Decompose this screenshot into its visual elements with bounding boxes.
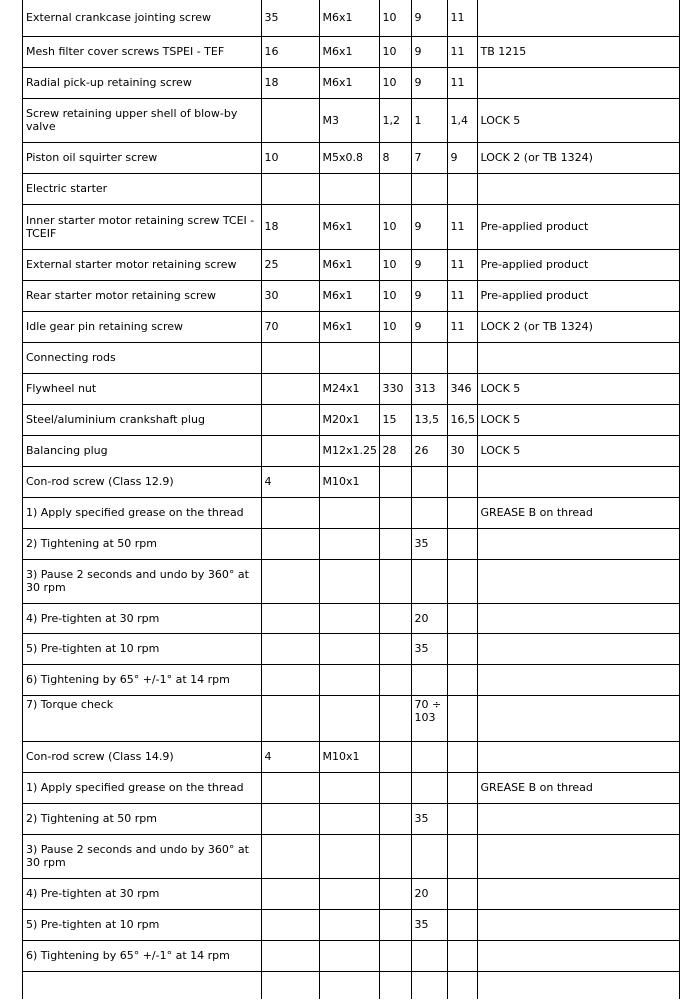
table-row: [23, 404, 679, 435]
min-cell: [411, 559, 447, 603]
min-cell: [411, 834, 447, 878]
min-cell: [411, 664, 447, 695]
thread-cell: [319, 342, 379, 373]
table-row: [23, 695, 679, 741]
thread-cell: M20x1: [319, 404, 379, 435]
max-cell: [447, 741, 477, 772]
max-cell: 11: [447, 204, 477, 249]
nominal-cell: [379, 909, 411, 940]
table-row: [23, 67, 679, 98]
nominal-cell: 10: [379, 67, 411, 98]
max-cell: [447, 695, 477, 741]
description-cell: 4) Pre-tighten at 30 rpm: [23, 878, 261, 909]
nm-cell: [261, 603, 319, 633]
thread-cell: [319, 603, 379, 633]
max-cell: [447, 834, 477, 878]
max-cell: 11: [447, 249, 477, 280]
description-cell: Con-rod screw (Class 14.9): [23, 741, 261, 772]
thread-cell: [319, 940, 379, 971]
nominal-cell: 8: [379, 142, 411, 173]
description-cell: Flywheel nut: [23, 373, 261, 404]
max-cell: [447, 603, 477, 633]
nominal-cell: [379, 695, 411, 741]
description-cell: Idle gear pin retaining screw: [23, 311, 261, 342]
nm-cell: [261, 98, 319, 142]
nm-cell: [261, 971, 319, 999]
thread-cell: M5x0.8: [319, 142, 379, 173]
max-cell: [447, 803, 477, 834]
nm-cell: 18: [261, 67, 319, 98]
max-cell: 11: [447, 0, 477, 36]
max-cell: 11: [447, 36, 477, 67]
thread-cell: [319, 772, 379, 803]
thread-cell: [319, 528, 379, 559]
nominal-cell: 10: [379, 249, 411, 280]
thread-cell: [319, 497, 379, 528]
max-cell: [447, 559, 477, 603]
nominal-cell: [379, 803, 411, 834]
nominal-cell: 28: [379, 435, 411, 466]
max-cell: 1,4: [447, 98, 477, 142]
description-cell: Piston oil squirter screw: [23, 142, 261, 173]
max-cell: 30: [447, 435, 477, 466]
nominal-cell: 15: [379, 404, 411, 435]
description-cell: Screw retaining upper shell of blow-by valve: [23, 98, 261, 142]
notes-cell: [477, 741, 679, 772]
nm-cell: [261, 909, 319, 940]
description-cell: 5) Pre-tighten at 10 rpm: [23, 633, 261, 664]
notes-cell: [477, 67, 679, 98]
description-cell: [23, 971, 261, 999]
notes-cell: TB 1215: [477, 36, 679, 67]
thread-cell: M10x1: [319, 741, 379, 772]
notes-cell: LOCK 2 (or TB 1324): [477, 142, 679, 173]
notes-cell: [477, 633, 679, 664]
min-cell: 1: [411, 98, 447, 142]
nominal-cell: [379, 772, 411, 803]
thread-cell: M24x1: [319, 373, 379, 404]
description-cell: 4) Pre-tighten at 30 rpm: [23, 603, 261, 633]
notes-cell: [477, 940, 679, 971]
table-row: [23, 36, 679, 67]
nm-cell: 4: [261, 741, 319, 772]
table-row: [23, 497, 679, 528]
thread-cell: M6x1: [319, 0, 379, 36]
nominal-cell: [379, 633, 411, 664]
max-cell: 346: [447, 373, 477, 404]
min-cell: 9: [411, 0, 447, 36]
nm-cell: 25: [261, 249, 319, 280]
thread-cell: [319, 173, 379, 204]
nm-cell: [261, 373, 319, 404]
table-row: [23, 772, 679, 803]
thread-cell: [319, 878, 379, 909]
nominal-cell: [379, 497, 411, 528]
min-cell: 9: [411, 280, 447, 311]
notes-cell: [477, 466, 679, 497]
min-cell: 9: [411, 36, 447, 67]
notes-cell: Pre-applied product: [477, 204, 679, 249]
min-cell: 35: [411, 909, 447, 940]
table-row: [23, 603, 679, 633]
torque-table: [23, 0, 679, 999]
nominal-cell: [379, 940, 411, 971]
nominal-cell: [379, 878, 411, 909]
max-cell: [447, 173, 477, 204]
thread-cell: M6x1: [319, 311, 379, 342]
notes-cell: GREASE B on thread: [477, 497, 679, 528]
nm-cell: 4: [261, 466, 319, 497]
max-cell: 9: [447, 142, 477, 173]
nominal-cell: [379, 559, 411, 603]
notes-cell: [477, 173, 679, 204]
description-cell: External starter motor retaining screw: [23, 249, 261, 280]
notes-cell: Pre-applied product: [477, 249, 679, 280]
thread-cell: M6x1: [319, 36, 379, 67]
nm-cell: 18: [261, 204, 319, 249]
thread-cell: [319, 633, 379, 664]
nm-cell: [261, 940, 319, 971]
table-row: [23, 971, 679, 999]
nominal-cell: [379, 603, 411, 633]
thread-cell: [319, 664, 379, 695]
nominal-cell: [379, 664, 411, 695]
description-cell: Radial pick-up retaining screw: [23, 67, 261, 98]
min-cell: [411, 466, 447, 497]
description-cell: 2) Tightening at 50 rpm: [23, 528, 261, 559]
nm-cell: 35: [261, 0, 319, 36]
table-row: [23, 741, 679, 772]
table-row: [23, 664, 679, 695]
min-cell: 35: [411, 528, 447, 559]
description-cell: 1) Apply specified grease on the thread: [23, 497, 261, 528]
table-row: [23, 940, 679, 971]
nominal-cell: 10: [379, 280, 411, 311]
nominal-cell: 10: [379, 36, 411, 67]
nominal-cell: [379, 466, 411, 497]
thread-cell: [319, 559, 379, 603]
description-cell: 6) Tightening by 65° +/-1° at 14 rpm: [23, 940, 261, 971]
description-cell: Rear starter motor retaining screw: [23, 280, 261, 311]
thread-cell: [319, 695, 379, 741]
notes-cell: Pre-applied product: [477, 280, 679, 311]
table-row: [23, 311, 679, 342]
nominal-cell: [379, 971, 411, 999]
min-cell: [411, 940, 447, 971]
notes-cell: [477, 834, 679, 878]
max-cell: 11: [447, 280, 477, 311]
nm-cell: [261, 772, 319, 803]
min-cell: 9: [411, 249, 447, 280]
min-cell: 20: [411, 603, 447, 633]
max-cell: [447, 971, 477, 999]
nm-cell: [261, 878, 319, 909]
nominal-cell: 10: [379, 204, 411, 249]
nm-cell: 16: [261, 36, 319, 67]
notes-cell: [477, 342, 679, 373]
nm-cell: 30: [261, 280, 319, 311]
min-cell: [411, 342, 447, 373]
notes-cell: LOCK 5: [477, 435, 679, 466]
description-cell: Mesh filter cover screws TSPEI - TEF: [23, 36, 261, 67]
nominal-cell: 10: [379, 0, 411, 36]
table-row: [23, 633, 679, 664]
notes-cell: [477, 0, 679, 36]
thread-cell: M12x1.25: [319, 435, 379, 466]
torque-table-wrapper: [22, 0, 680, 999]
min-cell: 9: [411, 67, 447, 98]
notes-cell: [477, 559, 679, 603]
nominal-cell: [379, 173, 411, 204]
table-row: [23, 559, 679, 603]
nm-cell: 70: [261, 311, 319, 342]
max-cell: [447, 772, 477, 803]
nm-cell: [261, 404, 319, 435]
nominal-cell: 10: [379, 311, 411, 342]
max-cell: [447, 940, 477, 971]
nm-cell: [261, 342, 319, 373]
notes-cell: LOCK 5: [477, 98, 679, 142]
table-row: [23, 373, 679, 404]
table-row: [23, 280, 679, 311]
nm-cell: [261, 559, 319, 603]
description-cell: 2) Tightening at 50 rpm: [23, 803, 261, 834]
description-cell: 5) Pre-tighten at 10 rpm: [23, 909, 261, 940]
table-row: [23, 909, 679, 940]
notes-cell: [477, 803, 679, 834]
table-row: [23, 342, 679, 373]
min-cell: [411, 971, 447, 999]
nm-cell: [261, 633, 319, 664]
thread-cell: M6x1: [319, 280, 379, 311]
notes-cell: [477, 971, 679, 999]
notes-cell: [477, 603, 679, 633]
min-cell: 9: [411, 204, 447, 249]
min-cell: [411, 173, 447, 204]
table-row: [23, 204, 679, 249]
notes-cell: LOCK 5: [477, 373, 679, 404]
description-cell: Steel/aluminium crankshaft plug: [23, 404, 261, 435]
notes-cell: [477, 664, 679, 695]
table-row: [23, 435, 679, 466]
table-row: [23, 834, 679, 878]
description-cell: Inner starter motor retaining screw TCEI - TCEIF: [23, 204, 261, 249]
notes-cell: [477, 695, 679, 741]
description-cell: Electric starter: [23, 173, 261, 204]
table-row: [23, 528, 679, 559]
max-cell: [447, 497, 477, 528]
max-cell: [447, 909, 477, 940]
nominal-cell: [379, 342, 411, 373]
table-row: [23, 173, 679, 204]
min-cell: 70 ÷ 103: [411, 695, 447, 741]
thread-cell: M3: [319, 98, 379, 142]
description-cell: 1) Apply specified grease on the thread: [23, 772, 261, 803]
table-row: [23, 803, 679, 834]
description-cell: 6) Tightening by 65° +/-1° at 14 rpm: [23, 664, 261, 695]
notes-cell: LOCK 5: [477, 404, 679, 435]
nm-cell: [261, 695, 319, 741]
nm-cell: [261, 803, 319, 834]
description-cell: Con-rod screw (Class 12.9): [23, 466, 261, 497]
max-cell: 11: [447, 311, 477, 342]
thread-cell: M6x1: [319, 249, 379, 280]
max-cell: [447, 466, 477, 497]
table-row: [23, 142, 679, 173]
thread-cell: M6x1: [319, 67, 379, 98]
min-cell: 13,5: [411, 404, 447, 435]
notes-cell: LOCK 2 (or TB 1324): [477, 311, 679, 342]
description-cell: External crankcase jointing screw: [23, 0, 261, 36]
min-cell: [411, 741, 447, 772]
description-cell: 3) Pause 2 seconds and undo by 360° at 30 rpm: [23, 834, 261, 878]
min-cell: 313: [411, 373, 447, 404]
min-cell: [411, 497, 447, 528]
min-cell: 35: [411, 633, 447, 664]
min-cell: 35: [411, 803, 447, 834]
description-cell: Connecting rods: [23, 342, 261, 373]
thread-cell: [319, 971, 379, 999]
table-row: [23, 466, 679, 497]
max-cell: [447, 342, 477, 373]
thread-cell: [319, 909, 379, 940]
max-cell: 11: [447, 67, 477, 98]
nominal-cell: [379, 528, 411, 559]
notes-cell: [477, 878, 679, 909]
nm-cell: [261, 497, 319, 528]
notes-cell: [477, 528, 679, 559]
description-cell: Balancing plug: [23, 435, 261, 466]
torque-table-body: [23, 0, 679, 999]
min-cell: 9: [411, 311, 447, 342]
min-cell: 20: [411, 878, 447, 909]
nominal-cell: [379, 741, 411, 772]
description-cell: 7) Torque check: [23, 695, 261, 741]
thread-cell: M10x1: [319, 466, 379, 497]
nm-cell: [261, 435, 319, 466]
nm-cell: [261, 173, 319, 204]
description-cell: 3) Pause 2 seconds and undo by 360° at 30 rpm: [23, 559, 261, 603]
table-row: [23, 98, 679, 142]
nominal-cell: 330: [379, 373, 411, 404]
notes-cell: GREASE B on thread: [477, 772, 679, 803]
nominal-cell: 1,2: [379, 98, 411, 142]
nm-cell: [261, 528, 319, 559]
notes-cell: [477, 909, 679, 940]
nominal-cell: [379, 834, 411, 878]
table-row: [23, 878, 679, 909]
max-cell: 16,5: [447, 404, 477, 435]
min-cell: 26: [411, 435, 447, 466]
nm-cell: [261, 834, 319, 878]
min-cell: [411, 772, 447, 803]
table-row: [23, 249, 679, 280]
min-cell: 7: [411, 142, 447, 173]
thread-cell: [319, 803, 379, 834]
max-cell: [447, 664, 477, 695]
table-row: [23, 0, 679, 36]
thread-cell: [319, 834, 379, 878]
thread-cell: M6x1: [319, 204, 379, 249]
max-cell: [447, 528, 477, 559]
nm-cell: 10: [261, 142, 319, 173]
nm-cell: [261, 664, 319, 695]
max-cell: [447, 878, 477, 909]
max-cell: [447, 633, 477, 664]
